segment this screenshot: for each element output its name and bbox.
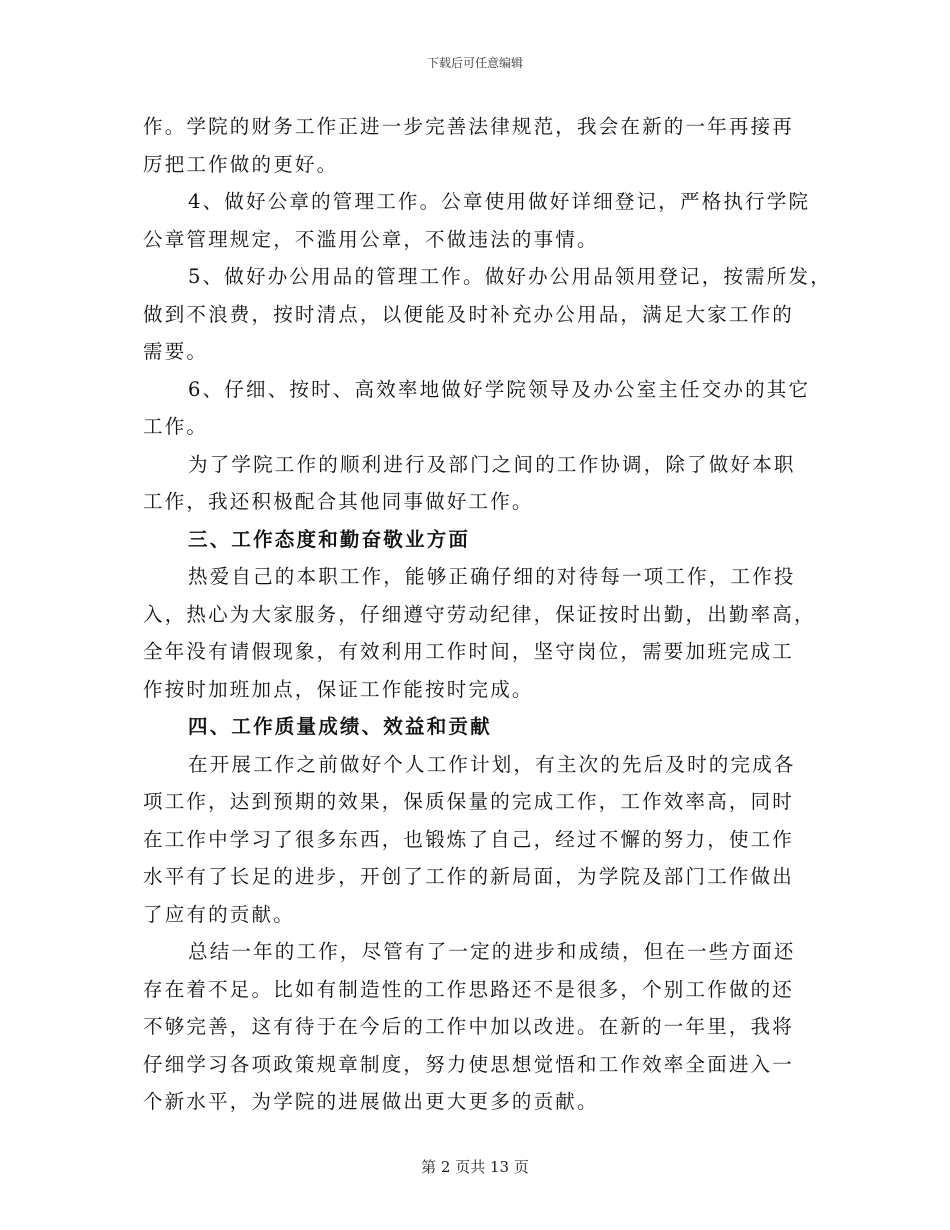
paragraph-line: 厉把工作做的更好。 xyxy=(143,152,339,176)
paragraph-line: 不够完善，这有待于在今后的工作中加以改进。在新的一年里，我将 xyxy=(143,1015,795,1038)
paragraph-line: 水平有了长足的进步，开创了工作的新局面，为学院及部门工作做出 xyxy=(143,865,795,888)
paragraph-line: 工作，我还积极配合其他同事做好工作。 xyxy=(143,490,534,513)
page-footer: 第 2 页共 13 页 xyxy=(421,1158,529,1176)
paragraph-line: 总结一年的工作，尽管有了一定的进步和成绩，但在一些方面还 xyxy=(188,940,796,963)
section-heading: 四、工作质量成绩、效益和贡献 xyxy=(188,715,492,738)
paragraph-line: 为了学院工作的顺利进行及部门之间的工作协调，除了做好本职 xyxy=(188,452,796,476)
paragraph-line: 个新水平，为学院的进展做出更大更多的贡献。 xyxy=(143,1090,599,1113)
paragraph-line: 在工作中学习了很多东西，也锻炼了自己，经过不懈的努力，使工作 xyxy=(143,827,795,851)
paragraph-line: 6、仔细、按时、高效率地做好学院领导及办公室主任交办的其它 xyxy=(188,377,811,401)
paragraph-line: 需要。 xyxy=(143,340,209,363)
paragraph-line: 存在着不足。比如有制造性的工作思路还不是很多，个别工作做的还 xyxy=(143,977,795,1001)
paragraph-line: 入，热心为大家服务，仔细遵守劳动纪律，保证按时出勤，出勤率高， xyxy=(143,602,816,626)
page-header: 下载后可任意编辑 xyxy=(426,56,523,70)
paragraph-line: 全年没有请假现象，有效利用工作时间，坚守岗位，需要加班完成工 xyxy=(143,640,795,663)
paragraph-line: 项工作，达到预期的效果，保质保量的完成工作，工作效率高，同时 xyxy=(143,790,795,813)
paragraph-line: 公章管理规定，不滥用公章，不做违法的事情。 xyxy=(143,227,599,251)
paragraph-line: 作按时加班加点，保证工作能按时完成。 xyxy=(143,677,534,701)
paragraph-line: 作。学院的财务工作正进一步完善法律规范，我会在新的一年再接再 xyxy=(143,115,795,138)
paragraph-line: 5、做好办公用品的管理工作。做好办公用品领用登记，按需所发， xyxy=(188,265,832,288)
paragraph-line: 做到不浪费，按时清点，以便能及时补充办公用品，满足大家工作的 xyxy=(143,302,795,326)
document-body xyxy=(143,108,832,1121)
paragraph-line: 在开展工作之前做好个人工作计划，有主次的先后及时的完成各 xyxy=(188,752,796,776)
paragraph-line: 热爱自己的本职工作，能够正确仔细的对待每一项工作，工作投 xyxy=(188,565,796,588)
paragraph-line: 仔细学习各项政策规章制度，努力使思想觉悟和工作效率全面进入一 xyxy=(143,1052,795,1076)
paragraph-line: 了应有的贡献。 xyxy=(143,902,295,926)
paragraph-line: 4、做好公章的管理工作。公章使用做好详细登记，严格执行学院 xyxy=(188,190,811,213)
paragraph-line: 工作。 xyxy=(143,415,209,438)
section-heading: 三、工作态度和勤奋敬业方面 xyxy=(188,527,471,551)
